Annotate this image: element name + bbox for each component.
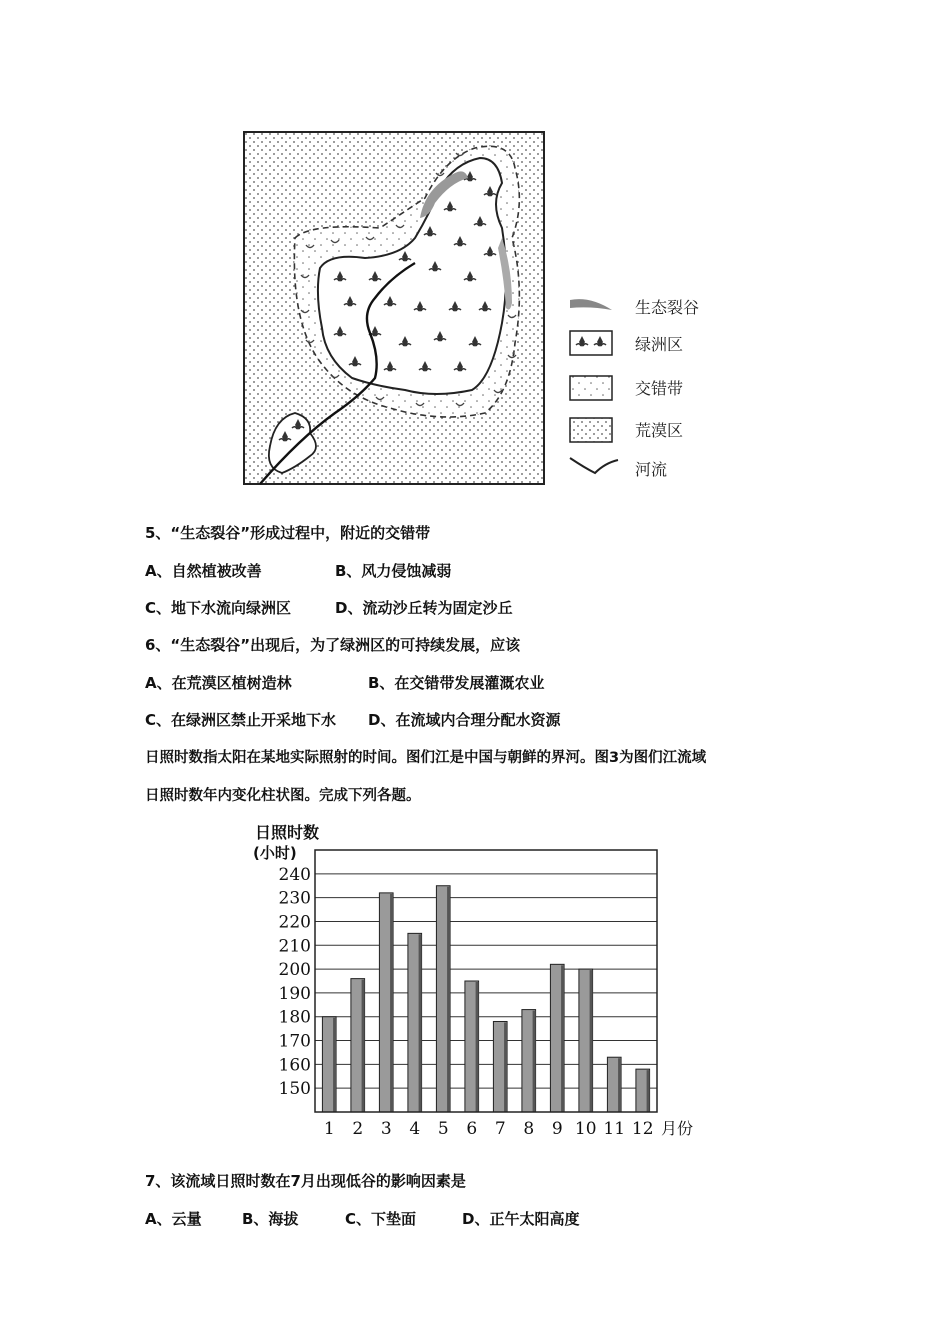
legend-label: 河流 [635, 460, 668, 479]
chart-bar-shadow [362, 980, 365, 1112]
q6-option-b[interactable]: B、在交错带发展灌溉农业 [368, 674, 545, 692]
q7-option-b[interactable]: B、海拔 [242, 1210, 299, 1228]
chart-xtick-label: 6 [466, 1119, 478, 1139]
oasis-map-figure [240, 128, 720, 488]
question-6-stem: 6、“生态裂谷”出现后，为了绿洲区的可持续发展，应该 [145, 636, 521, 654]
intro-line-1: 日照时数指太阳在某地实际照射的时间。图们江是中国与朝鲜的界河。图3为图们江流域 [145, 750, 707, 766]
chart-ytick-label: 190 [278, 983, 311, 1004]
q7-option-a[interactable]: A、云量 [145, 1210, 202, 1228]
chart-ytick-label: 170 [278, 1031, 311, 1052]
chart-bar-shadow [504, 1022, 507, 1112]
chart-xticks [324, 1119, 654, 1139]
legend-rift-swatch [570, 299, 612, 310]
q5-option-a[interactable]: A、自然植被改善 [145, 562, 262, 580]
legend-label: 生态裂谷 [635, 298, 700, 317]
legend-label: 荒漠区 [635, 421, 684, 440]
chart-yticks [279, 865, 311, 1099]
chart-ylabel-line1: 日照时数 [255, 823, 320, 842]
chart-bar-shadow [533, 1011, 536, 1112]
chart-ytick-label: 220 [278, 912, 311, 933]
chart-ytick-label: 150 [278, 1079, 311, 1100]
question-7-stem: 7、该流域日照时数在7月出现低谷的影响因素是 [145, 1172, 466, 1190]
chart-bar-shadow [561, 965, 564, 1112]
chart-bar-shadow [390, 894, 393, 1112]
q5-option-b[interactable]: B、风力侵蚀减弱 [335, 562, 452, 580]
legend-desert-swatch [570, 418, 612, 442]
chart-xtick-label: 8 [523, 1119, 535, 1139]
sunshine-hours-chart [245, 820, 715, 1142]
chart-bar-shadow [333, 1018, 336, 1112]
chart-xtick-label: 11 [603, 1119, 626, 1139]
chart-bar-shadow [590, 970, 593, 1112]
chart-grid [315, 874, 657, 1088]
chart-xtick-label: 3 [380, 1119, 392, 1139]
chart-xtick-label: 2 [352, 1119, 364, 1139]
q7-option-d[interactable]: D、正午太阳高度 [462, 1210, 580, 1228]
chart-xtick-label: 10 [574, 1119, 597, 1139]
chart-ytick-label: 230 [278, 888, 311, 909]
chart-bar-shadow [618, 1058, 621, 1112]
map-legend [570, 298, 699, 479]
chart-ytick-label: 240 [278, 864, 311, 885]
chart-ytick-label: 160 [278, 1055, 311, 1076]
chart-bar-shadow [647, 1070, 650, 1112]
q6-option-a[interactable]: A、在荒漠区植树造林 [145, 674, 292, 692]
legend-oasis-swatch [570, 331, 612, 355]
question-5-stem: 5、“生态裂谷”形成过程中，附近的交错带 [145, 524, 431, 542]
chart-ytick-label: 200 [278, 960, 311, 981]
chart-xtick-label: 5 [437, 1119, 449, 1139]
q5-option-c[interactable]: C、地下水流向绿洲区 [145, 599, 292, 617]
intro-line-2: 日照时数年内变化柱状图。完成下列各题。 [145, 788, 421, 804]
chart-xtick-label: 4 [409, 1119, 421, 1139]
chart-ytick-label: 210 [278, 936, 311, 957]
legend-label: 绿洲区 [635, 335, 684, 354]
chart-xtick-label: 12 [631, 1119, 654, 1139]
legend-label: 交错带 [635, 379, 684, 398]
chart-bar-shadow [447, 887, 450, 1112]
q7-option-c[interactable]: C、下垫面 [345, 1210, 417, 1228]
chart-xlabel: 月份 [661, 1119, 694, 1138]
chart-ylabel-line2: (小时) [253, 844, 297, 862]
chart-xtick-label: 9 [551, 1119, 563, 1139]
legend-ecotone-swatch [570, 376, 612, 400]
chart-ytick-label: 180 [278, 1007, 311, 1028]
chart-xtick-label: 7 [494, 1119, 506, 1139]
q6-option-d[interactable]: D、在流域内合理分配水资源 [368, 711, 561, 729]
chart-xtick-label: 1 [323, 1119, 335, 1139]
q5-option-d[interactable]: D、流动沙丘转为固定沙丘 [335, 599, 513, 617]
q6-option-c[interactable]: C、在绿洲区禁止开采地下水 [145, 711, 337, 729]
chart-bar-shadow [476, 982, 479, 1112]
legend-river-swatch [570, 458, 618, 473]
chart-bars [322, 886, 649, 1112]
chart-frame [315, 850, 657, 1112]
chart-bar-shadow [419, 934, 422, 1112]
